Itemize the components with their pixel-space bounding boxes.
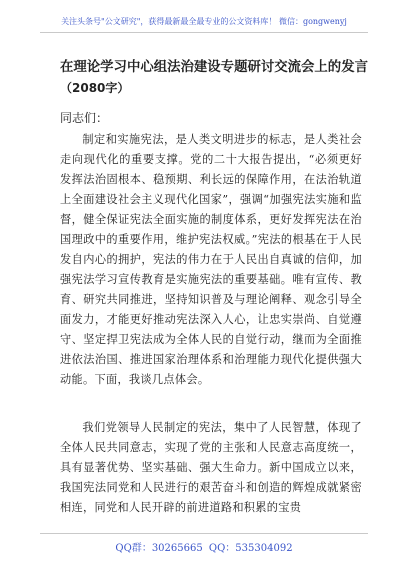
body-paragraph: 我们党领导人民制定的宪法，集中了人民智慧，体现了全体人民共同意志，实现了党的主张和人民意志高度统一，具有显著优势、坚实基础、强大生命力。新中国成立以来，我国宪法同党和人民进行的艰苦奋斗和创造的辉煌成就紧密相连，同党和人民开辟的前进道路和积累的宝贵 bbox=[60, 421, 362, 514]
page-header bbox=[40, 10, 368, 33]
document-title: 在理论学习中心组法治建设专题研讨交流会上的发言 bbox=[60, 60, 368, 75]
body-paragraph: 制定和实施宪法，是人类文明进步的标志，是人类社会走向现代化的重要支撑。党的二十大报告提出，“必须更好发挥法治固根本、稳预期、利长远的保障作用，在法治轨道上全面建设社会主义现代化国家”，强调“加强宪法实施和监督，健全保证宪法全面实施的制度体系，更好发挥宪法在治国理政中的重要作用，维护宪法权威。”宪法的根基在于人民发自内心的拥护，宪法的伟力在于人民出自真诚的信仰，加强宪法学习宣传教育是实施宪法的重要基础。唯有宣传、教育、研究共同推进，坚持知识普及与理论阐释、观念引导全面发力，才能更好推动宪法深入人心，让忠实崇尚、自觉遵守、坚定捍卫宪法成为全体人民的自觉行动，继而为全面推进依法治国、推进国家治理体系和治理能力现代化提供强大动能。下面，我谈几点体会。 bbox=[60, 133, 362, 386]
footer-contact-text: QQ群：30265665 QQ：535304092 bbox=[115, 543, 293, 554]
page-footer bbox=[40, 533, 368, 554]
header-promo-text: 关注头条号"公文研究"，获得最新最全最专业的公文资料库！ 微信：gongwenyj bbox=[61, 17, 347, 26]
document-word-count: （2080字） bbox=[60, 81, 130, 95]
salutation: 同志们： bbox=[60, 111, 109, 125]
